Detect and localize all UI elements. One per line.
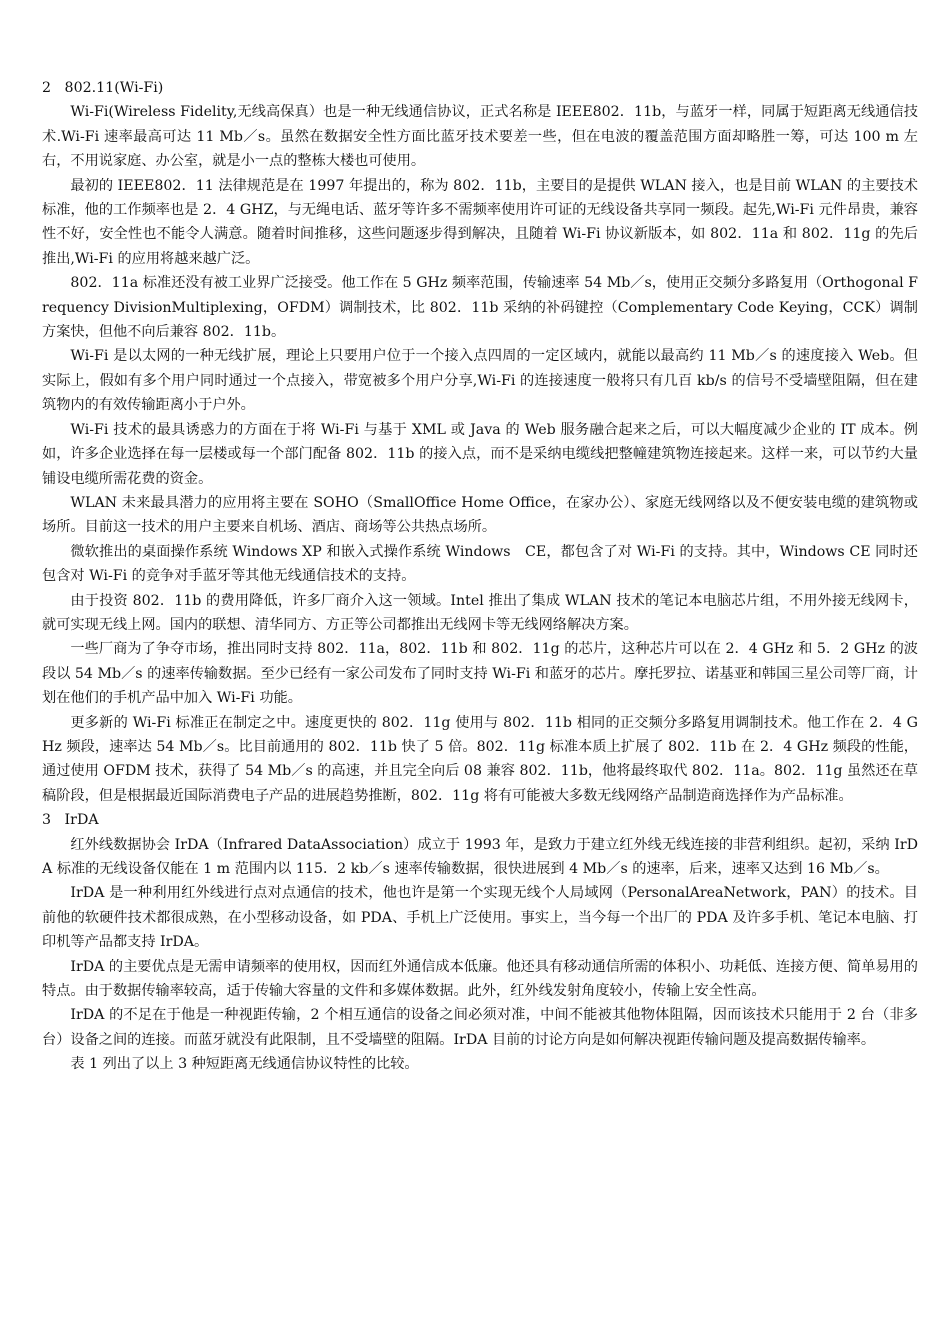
paragraph: 最初的 IEEE802．11 法律规范是在 1997 年提出的，称为 802．11b，主要目的是提供 WLAN 接入，也是目前 WLAN 的主要技术标准，他的工作频率也是 2．4 GHZ，与无绳电话、蓝牙等许多不需频率使用许可证的无线设备共享同一频段。起先,Wi-Fi 元件昂贵，兼容性不好，安全性也不能令人满意。随着时间推移，这些问题逐步得到解决，且随着 Wi-Fi 协议新版本，如 802．11a 和 802．11g 的先后推出,Wi-Fi 的应用将越来越广泛。: [42, 177, 918, 267]
paragraph: WLAN 未来最具潜力的应用将主要在 SOHO（SmallOffice Home Office，在家办公）、家庭无线网络以及不便安装电缆的建筑物或场所。目前这一技术的用户主要来自机场、酒店、商场等公共热点场所。: [42, 494, 918, 536]
section-heading-irda: 3 IrDA: [42, 812, 99, 829]
paragraph: Wi-Fi(Wireless Fidelity,无线高保真）也是一种无线通信协议，正式名称是 IEEE802．11b，与蓝牙一样，同属于短距离无线通信技术.Wi-Fi 速率最高可达 11 Mb／s。虽然在数据安全性方面比蓝牙技术要差一些，但在电波的覆盖范围方面却略胜一筹，可达 100 m 左右，不用说家庭、办公室，就是小一点的整栋大楼也可使用。: [42, 104, 918, 170]
paragraph: 红外线数据协会 IrDA（Infrared DataAssociation）成立于 1993 年，是致力于建立红外线无线连接的非营利组织。起初，采纳 IrDA 标准的无线设备仅能在 1 m 范围内以 115．2 kb／s 速率传输数据，很快进展到 4 Mb／s 的速率，后来，速率又达到 16 Mb／s。: [42, 836, 918, 877]
paragraph: IrDA 的不足在于他是一种视距传输，2 个相互通信的设备之间必须对准，中间不能被其他物体阻隔，因而该技术只能用于 2 台（非多台）设备之间的连接。而蓝牙就没有此限制，且不受墙壁的阻隔。IrDA 目前的讨论方向是如何解决视距传输问题及提高数据传输率。: [42, 1007, 918, 1048]
section-irda: [42, 808, 918, 1076]
section-wifi: [42, 76, 918, 808]
paragraph: 由于投资 802．11b 的费用降低，许多厂商介入这一领域。Intel 推出了集成 WLAN 技术的笔记本电脑芯片组，不用外接无线网卡，就可实现无线上网。国内的联想、清华同方、方正等公司都推出无线网卡等无线网络解决方案。: [42, 592, 918, 633]
paragraph: IrDA 的主要优点是无需申请频率的使用权，因而红外通信成本低廉。他还具有移动通信所需的体积小、功耗低、连接方便、简单易用的特点。由于数据传输率较高，适于传输大容量的文件和多媒体数据。此外，红外线发射角度较小，传输上安全性高。: [42, 958, 918, 1000]
paragraph: 表 1 列出了以上 3 种短距离无线通信协议特性的比较。: [70, 1056, 419, 1073]
paragraph: 一些厂商为了争夺市场，推出同时支持 802．11a，802．11b 和 802．11g 的芯片，这种芯片可以在 2．4 GHz 和 5．2 GHz 的波段以 54 Mb／s 的速率传输数据。至少已经有一家公司发布了同时支持 Wi-Fi 和蓝牙的芯片。摩托罗拉、诺基亚和韩国三星公司等厂商，计划在他们的手机产品中加入 Wi-Fi 功能。: [42, 641, 918, 707]
paragraph: Wi-Fi 技术的最具诱惑力的方面在于将 Wi-Fi 与基于 XML 或 Java 的 Web 服务融合起来之后，可以大幅度减少企业的 IT 成本。例如，许多企业选择在每一层楼或每一个部门配备 802．11b 的接入点，而不是采纳电缆线把整幢建筑物连接起来。这样一来，可以节约大量铺设电缆所需花费的资金。: [42, 421, 918, 487]
paragraph: Wi-Fi 是以太网的一种无线扩展，理论上只要用户位于一个接入点四周的一定区域内，就能以最高约 11 Mb／s 的速度接入 Web。但实际上，假如有多个用户同时通过一个点接入，带宽被多个用户分享,Wi-Fi 的连接速度一般将只有几百 kb/s 的信号不受墙壁阻隔，但在建筑物内的有效传输距离小于户外。: [42, 348, 918, 414]
section-heading-wifi: 2 802.11(Wi-Fi): [42, 80, 164, 96]
paragraph: IrDA 是一种利用红外线进行点对点通信的技术，他也许是第一个实现无线个人局域网（PersonalAreaNetwork，PAN）的技术。目前他的软硬件技术都很成熟，在小型移动设备，如 PDA、手机上广泛使用。事实上，当今每一个出厂的 PDA 及许多手机、笔记本电脑、打印机等产品都支持 IrDA。: [42, 885, 918, 951]
document-page: [42, 76, 918, 1077]
paragraph: 微软推出的桌面操作系统 Windows XP 和嵌入式操作系统 Windows CE，都包含了对 Wi-Fi 的支持。其中，Windows CE 同时还包含对 Wi-Fi 的竞争对手蓝牙等其他无线通信技术的支持。: [42, 543, 918, 585]
paragraph: 更多新的 Wi-Fi 标准正在制定之中。速度更快的 802．11g 使用与 802．11b 相同的正交频分多路复用调制技术。他工作在 2．4 GHz 频段，速率达 54 Mb／s。比目前通用的 802．11b 快了 5 倍。802．11g 标准本质上扩展了 802．11b 在 2．4 GHz 频段的性能，通过使用 OFDM 技术，获得了 54 Mb／s 的高速，并且完全向后 08 兼容 802．11b，他将最终取代 802．11a。802．11g 虽然还在草稿阶段，但是根据最近国际消费电子产品的进展趋势推断，802．11g 将有可能被大多数无线网络产品制造商选择作为产品标准。: [42, 714, 918, 804]
paragraph: 802．11a 标准还没有被工业界广泛接受。他工作在 5 GHz 频率范围，传输速率 54 Mb／s，使用正交频分多路复用（Orthogonal Frequency DivisionMultiplexing，OFDM）调制技术，比 802．11b 采纳的补码键控（Complementary Code Keying，CCK）调制方案快，但他不向后兼容 802．11b。: [42, 275, 918, 341]
